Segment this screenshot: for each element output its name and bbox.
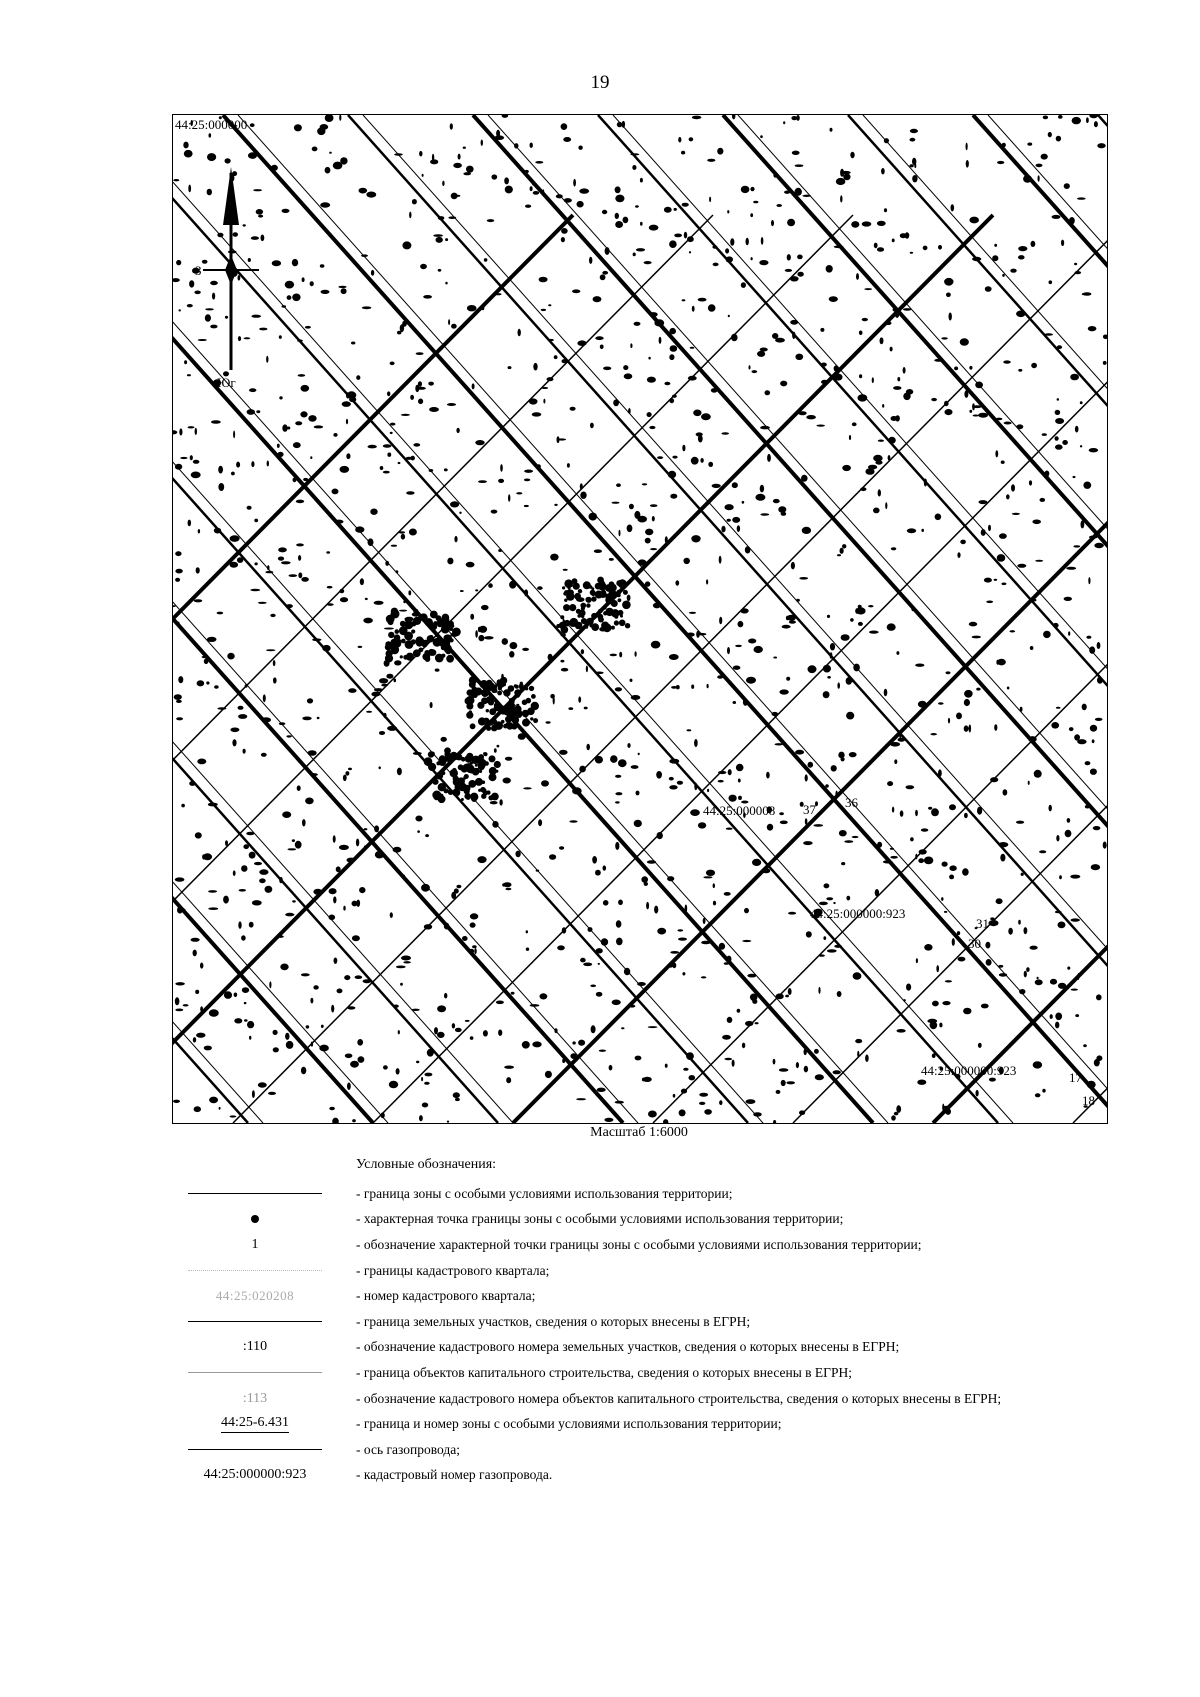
- legend-row: [180, 1411, 1140, 1437]
- map-scale: Масштаб 1:6000: [590, 1125, 688, 1140]
- legend-symbol-text: :110: [242, 1339, 268, 1355]
- legend-row: [180, 1386, 1140, 1412]
- legend-text: - обозначение кадастрового номера земельных участков, сведения о которых внесены в ЕГРН;: [356, 1339, 900, 1355]
- legend: [180, 1181, 1140, 1488]
- legend-row: [180, 1283, 1140, 1309]
- legend-title: Условные обозначения:: [356, 1157, 497, 1172]
- gas-number-label-b: 44:25:000000:923: [921, 1063, 1017, 1078]
- legend-text: - границы кадастрового квартала;: [356, 1262, 550, 1278]
- legend-row: [180, 1360, 1140, 1386]
- point-label-30: 30: [968, 936, 981, 951]
- gas-pipeline-axis-line-icon: [180, 1437, 330, 1463]
- legend-row: [180, 1232, 1140, 1258]
- legend-row: [180, 1309, 1140, 1335]
- legend-symbol-text: 44:25-6.431: [221, 1415, 289, 1433]
- building-boundary-line-icon: [180, 1360, 330, 1386]
- legend-text: - кадастровый номер газопровода.: [356, 1467, 553, 1483]
- legend-text: - обозначение характерной точки границы зоны с особыми условиями использования территории;: [356, 1236, 922, 1252]
- page-number: 19: [590, 72, 610, 93]
- compass-rose-icon: [195, 167, 259, 390]
- legend-row: [180, 1258, 1140, 1284]
- quarter-number-label: 44:25:000008: [703, 803, 776, 818]
- legend-symbol-zone: [180, 1411, 330, 1437]
- legend-text: - граница зоны с особыми условиями использования территории;: [356, 1185, 733, 1201]
- point-label-17: 17: [1069, 1070, 1082, 1085]
- legend-row: [180, 1335, 1140, 1361]
- legend-text: - ось газопровода;: [356, 1441, 460, 1457]
- legend-symbol-text: 44:25:000000:923: [203, 1467, 307, 1483]
- quarter-boundary-dotted-icon: [180, 1258, 330, 1284]
- legend-text: - граница объектов капитального строительства, сведения о которых внесены в ЕГРН;: [356, 1364, 852, 1380]
- legend-text: - номер кадастрового квартала;: [356, 1288, 536, 1304]
- legend-text: - характерная точка границы зоны с особыми условиями использования территории;: [356, 1211, 844, 1227]
- zone-boundary-line-icon: [180, 1181, 330, 1207]
- point-label-36: 36: [845, 795, 858, 810]
- legend-symbol-text: 1: [251, 1236, 259, 1252]
- point-label-18: 18: [1082, 1093, 1095, 1108]
- legend-row: [180, 1463, 1140, 1489]
- map-label-top-left: 44:25:000000: [175, 117, 248, 132]
- compass-south-label: Юг: [217, 375, 236, 390]
- legend-symbol-text: 44:25:020208: [215, 1288, 295, 1304]
- legend-symbol-text: :113: [242, 1390, 268, 1406]
- point-label-31: 31: [976, 916, 989, 931]
- legend-row: [180, 1181, 1140, 1207]
- compass-west-label: З: [195, 263, 202, 278]
- cadastral-map[interactable]: [172, 114, 1108, 1124]
- legend-text: - граница земельных участков, сведения о которых внесены в ЕГРН;: [356, 1313, 751, 1329]
- boundary-point-icon: [180, 1207, 330, 1233]
- point-label-37: 37: [803, 802, 816, 817]
- legend-text: - граница и номер зоны с особыми условиями использования территории;: [356, 1416, 782, 1432]
- legend-row: [180, 1207, 1140, 1233]
- legend-text: - обозначение кадастрового номера объектов капитального строительства, сведения о которых внесены в ЕГРН;: [356, 1390, 1002, 1406]
- land-plot-boundary-line-icon: [180, 1309, 330, 1335]
- gas-number-label-a: 44:25:000000:923: [810, 906, 906, 921]
- legend-row: [180, 1437, 1140, 1463]
- map-linework: [173, 115, 1107, 1123]
